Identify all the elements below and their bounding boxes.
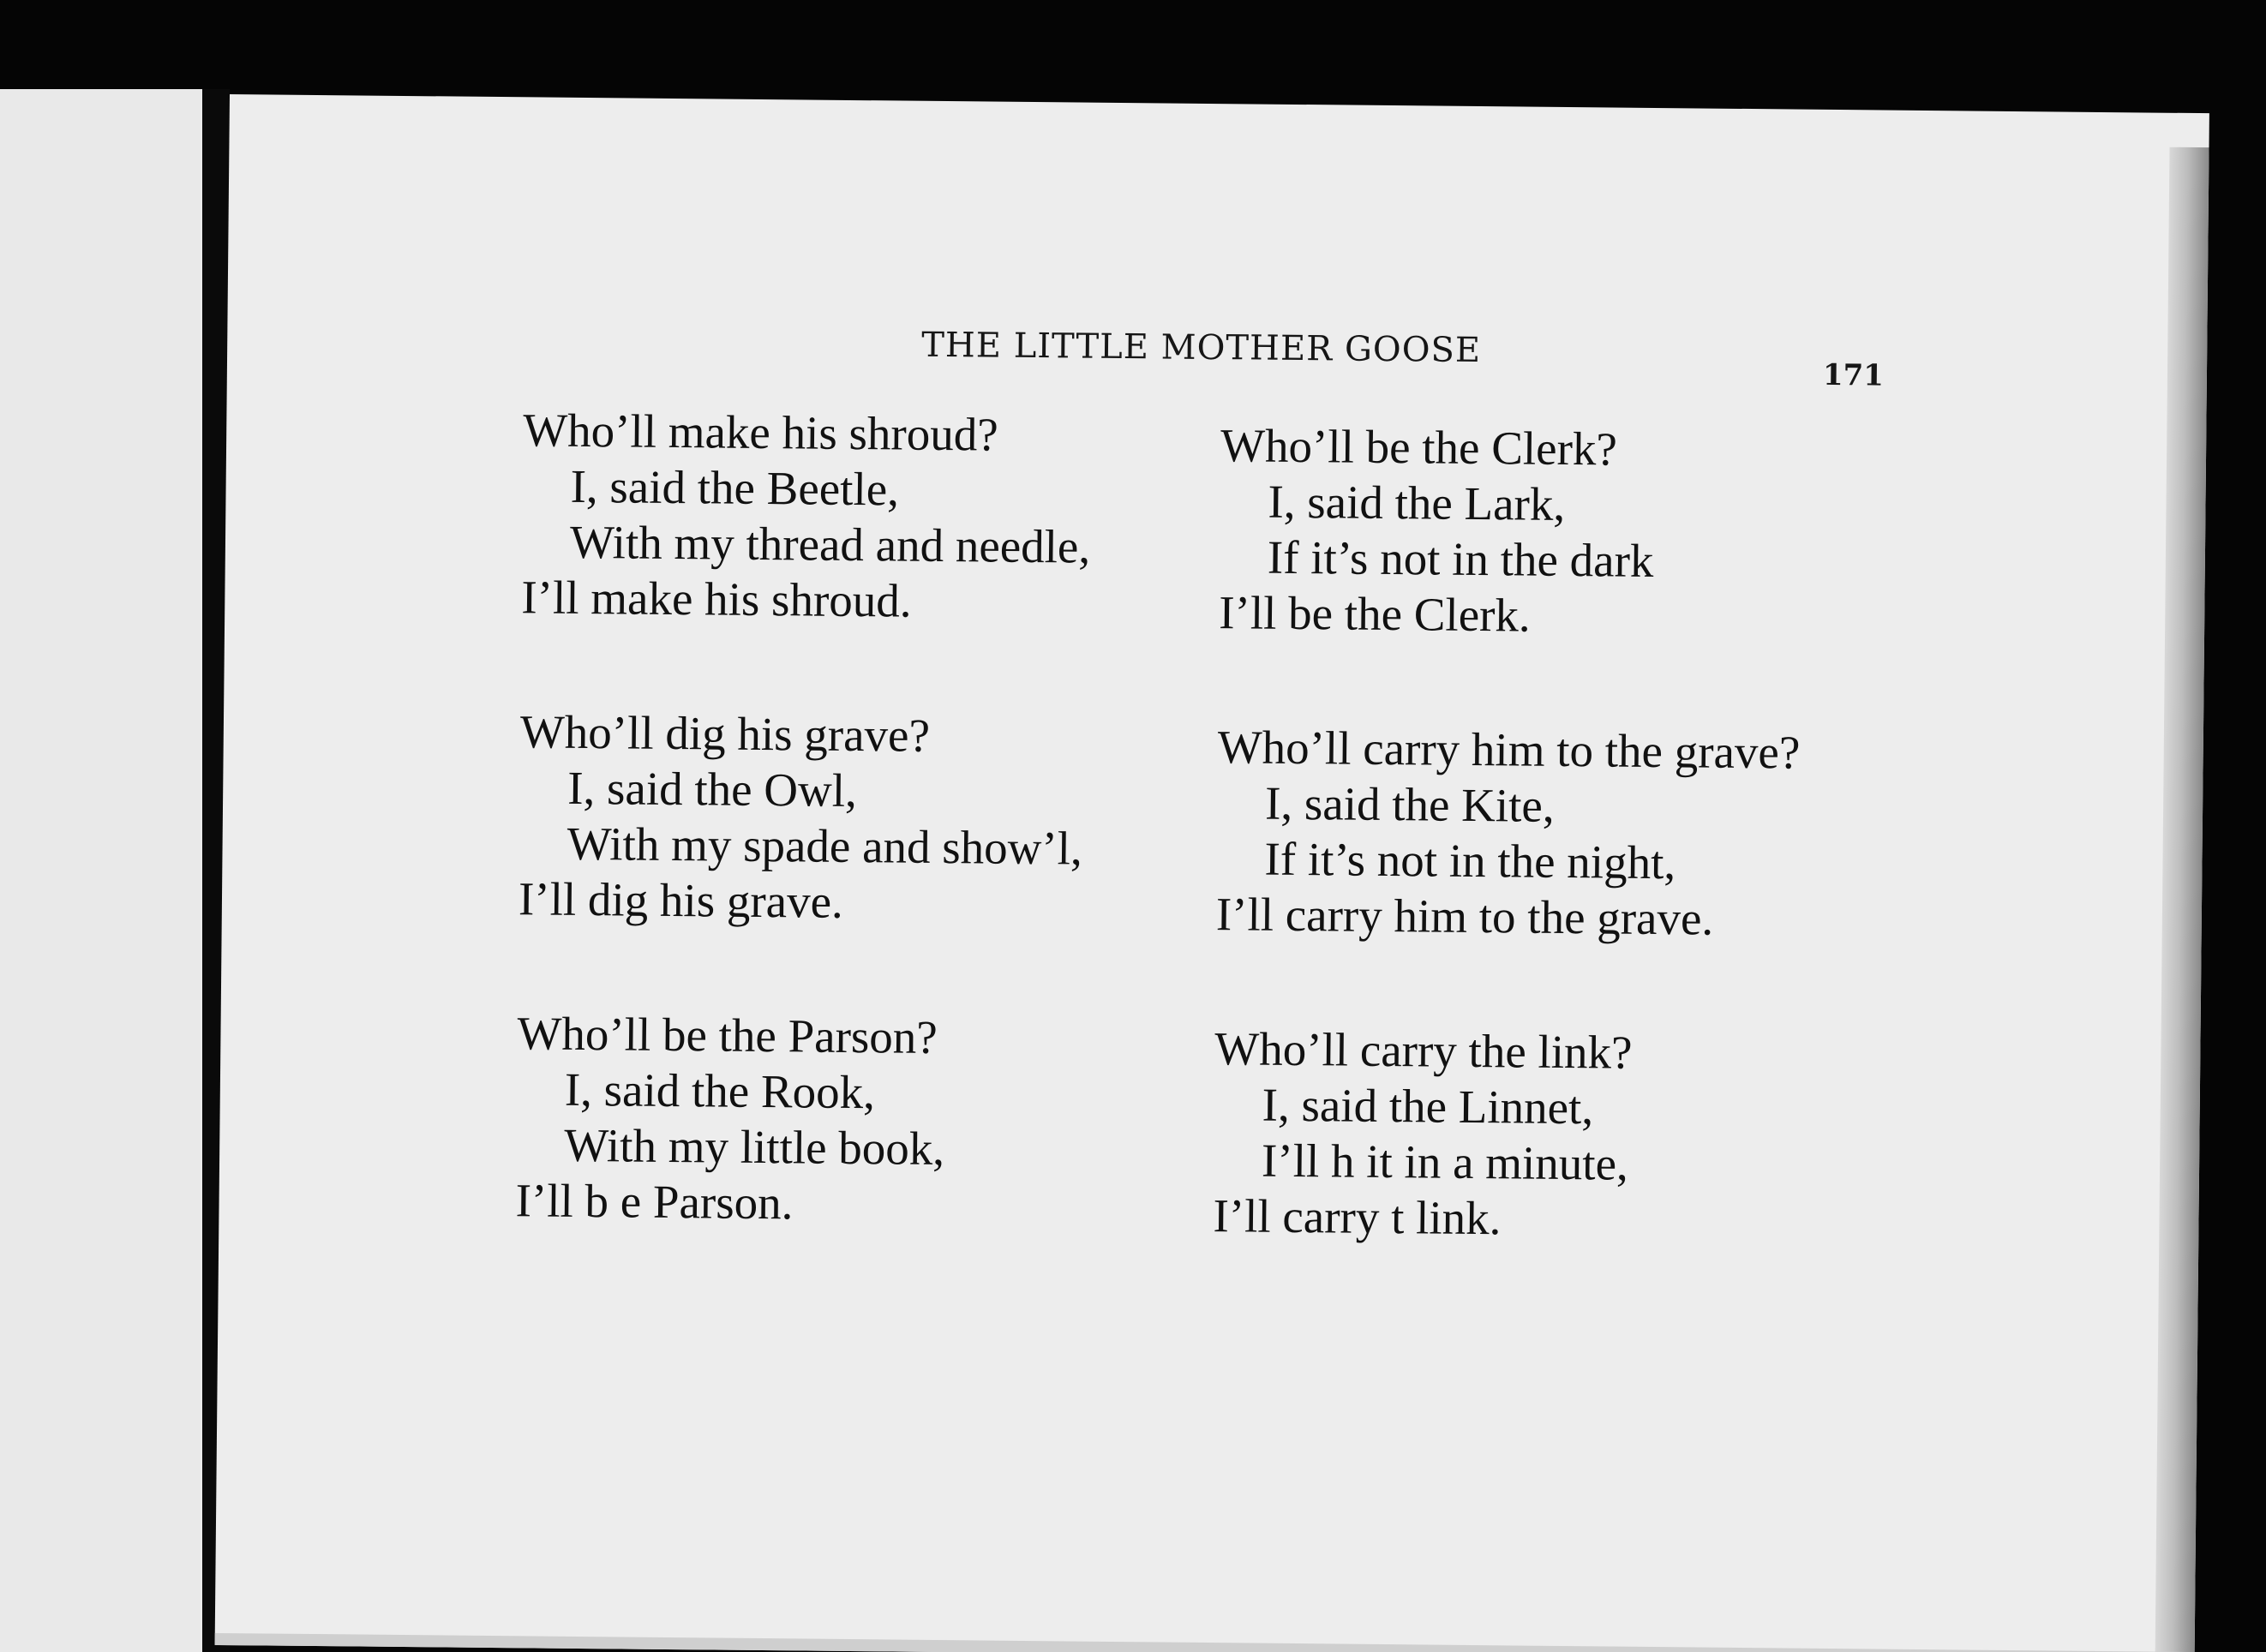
verse-line: If it’s not in the night, — [1264, 832, 1676, 889]
page-number: 171 — [1822, 357, 1885, 393]
verse-line: I, said the Owl, — [566, 761, 858, 817]
verse-line: Who’ll be the Clerk? — [1220, 419, 1618, 476]
verse-line: Who’ll carry the link? — [1214, 1022, 1633, 1079]
verse-line: I’ll be the Clerk. — [1218, 586, 1532, 642]
verse-line: I, said the Lark, — [1268, 475, 1566, 530]
stanza — [1219, 417, 1923, 647]
verse-line: If it’s not in the dark — [1267, 530, 1654, 587]
book-page — [215, 94, 2209, 1652]
verse-line: I, said the Rook, — [564, 1062, 876, 1119]
page-fore-edge — [2155, 147, 2209, 1652]
stanza — [515, 1005, 1220, 1235]
poem-column-left — [514, 402, 1226, 1314]
stanza — [519, 703, 1223, 933]
verse-line: I’ll b e Parson. — [515, 1174, 794, 1230]
stanza — [1213, 1021, 1917, 1250]
verse-line: With my thread and needle, — [569, 515, 1091, 573]
verse-line: I’ll h it in a minute, — [1261, 1134, 1629, 1190]
verse-line: Who’ll make his shroud? — [522, 404, 998, 461]
verse-line: Who’ll be the Parson? — [517, 1007, 938, 1063]
running-head: THE LITTLE MOTHER GOOSE — [921, 325, 1482, 371]
verse-line: Who’ll dig his grave? — [519, 705, 931, 762]
verse-line: With my little book, — [563, 1118, 945, 1176]
verse-line: I, said the Kite, — [1264, 776, 1555, 832]
verse-line: I’ll carry him to the grave. — [1215, 888, 1714, 945]
verse-line: I’ll dig his grave. — [518, 872, 844, 928]
verse-line: I’ll make his shroud. — [521, 571, 912, 627]
stanza — [1216, 719, 1921, 949]
verse-line: I, said the Beetle, — [570, 459, 900, 516]
verse-line: I, said the Linnet, — [1262, 1078, 1594, 1134]
page-bottom-edge — [215, 1633, 2195, 1652]
verse-line: I’ll carry t link. — [1213, 1189, 1502, 1245]
verse-line: With my spade and show’l, — [566, 817, 1083, 875]
poem-column-right — [1212, 417, 1923, 1329]
verse-line: Who’ll carry him to the grave? — [1217, 721, 1801, 779]
left-page-edge — [0, 89, 202, 1652]
stanza — [521, 402, 1226, 631]
